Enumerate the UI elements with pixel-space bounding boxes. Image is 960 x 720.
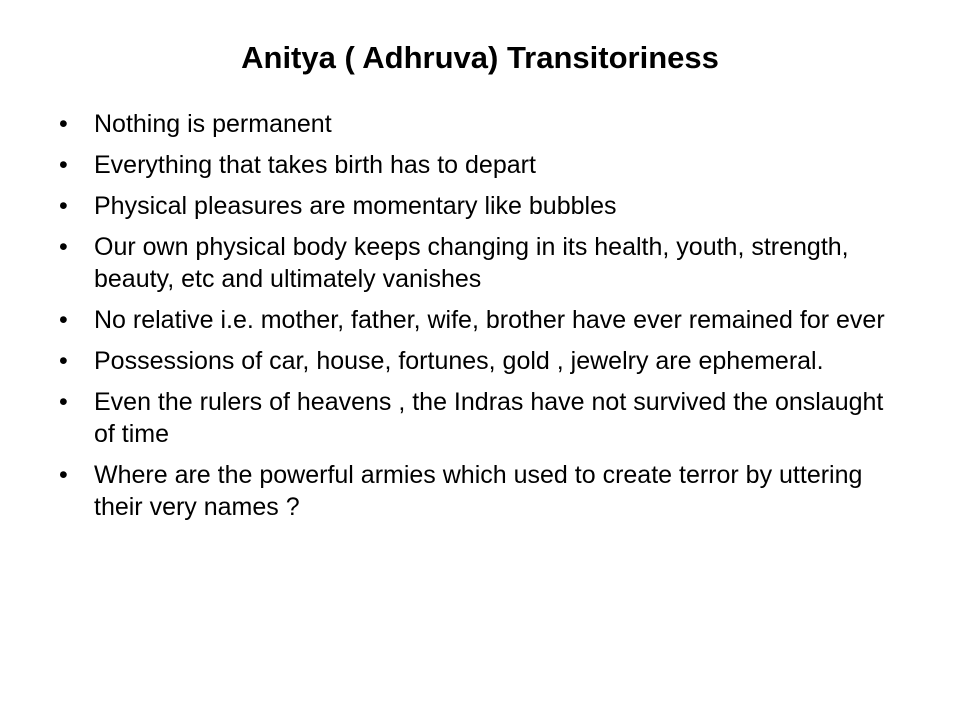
bullet-text: Where are the powerful armies which used to create terror by uttering their very names ? <box>94 461 863 521</box>
bullet-text: Everything that takes birth has to depart <box>94 151 536 179</box>
bullet-text: No relative i.e. mother, father, wife, brother have ever remained for ever <box>94 306 885 334</box>
bullet-text: Possessions of car, house, fortunes, gold , jewelry are ephemeral. <box>94 347 824 375</box>
bullet-text: Our own physical body keeps changing in its health, youth, strength, beauty, etc and ultimately vanishes <box>94 233 849 293</box>
bullet-text: Physical pleasures are momentary like bubbles <box>94 192 617 220</box>
bullet-item <box>56 149 896 181</box>
bullet-dot-icon: • <box>59 192 68 220</box>
bullet-item <box>56 304 896 336</box>
bullet-item <box>56 190 896 222</box>
bullet-dot-icon: • <box>59 233 68 261</box>
bullet-item <box>56 108 896 140</box>
bullet-dot-icon: • <box>59 388 68 416</box>
bullet-dot-icon: • <box>59 461 68 489</box>
bullet-dot-icon: • <box>59 110 68 138</box>
bullet-list <box>56 108 896 532</box>
bullet-dot-icon: • <box>59 306 68 334</box>
bullet-item <box>56 345 896 377</box>
slide-title: Anitya ( Adhruva) Transitoriness <box>241 40 719 75</box>
bullet-text: Nothing is permanent <box>94 110 332 138</box>
bullet-item <box>56 459 896 523</box>
bullet-item <box>56 386 896 450</box>
bullet-dot-icon: • <box>59 151 68 179</box>
bullet-item <box>56 231 896 295</box>
bullet-dot-icon: • <box>59 347 68 375</box>
bullet-text: Even the rulers of heavens , the Indras have not survived the onslaught of time <box>94 388 884 448</box>
